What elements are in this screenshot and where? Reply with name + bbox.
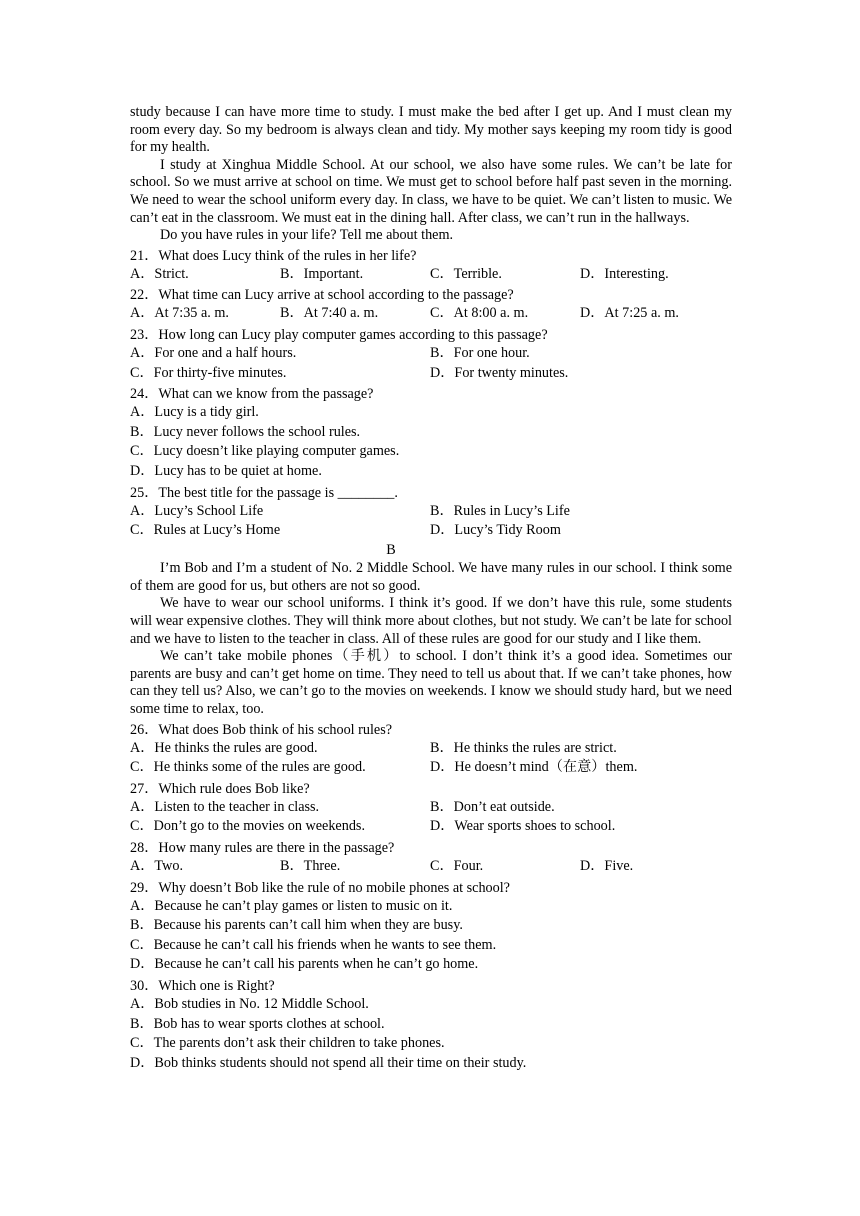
passage-a-tail (130, 104, 732, 245)
paragraph: We have to wear our school uniforms. I think it’s good. If we don’t have this rule, some students will wear expensive clothes. They will think more about clothes, but not study. We can’t be late for school and we have to listen to the teacher in class. All of these rules are good for our study and I like them. (130, 595, 732, 647)
options-row (130, 798, 732, 818)
option-b: B．At 7:40 a. m. (280, 305, 379, 322)
question-27: 27．Which rule does Bob like? (130, 780, 310, 797)
question-24: 24．What can we know from the passage? (130, 386, 374, 403)
option-c: C．Rules at Lucy’s Home (130, 522, 281, 539)
option-b: B．Rules in Lucy’s Life (430, 502, 570, 519)
option-b: B．Bob has to wear sports clothes at school. (130, 1015, 385, 1032)
option-b: B．Three. (280, 858, 341, 874)
question-25: 25．The best title for the passage is ________. (130, 484, 398, 501)
option-c: C．Don’t go to the movies on weekends. (130, 818, 365, 835)
question-26: 26．What does Bob think of his school rules? (130, 721, 393, 738)
options-row (130, 739, 732, 759)
passage-b (130, 560, 732, 718)
paragraph: I study at Xinghua Middle School. At our school, we also have some rules. We can’t be late for school. So we must arrive at school on time. We must get to school before half past seven in the morning. We need to wear the school uniform every day. In class, we have to be quiet. We can’t listen to music. We can’t eat in the classroom. We must eat in the dining hall. After class, we can’t run in the hallways. (130, 156, 732, 226)
question-23: 23．How long can Lucy play computer games according to this passage? (130, 326, 548, 343)
option-b: B．For one hour. (430, 344, 530, 361)
option-d: D．Five. (580, 858, 634, 874)
option-b: B．Important. (280, 265, 364, 282)
paragraph: We can’t take mobile phones（手机）to school. I don’t think it’s a good idea. Sometimes our parents are busy and can’t get home on time. They need to tell us about that. If we can’t take phones, how can they tell us? Also, we can’t go to the movies on weekends. I know we should study hard, but we need some time to relax, too. (130, 648, 732, 718)
option-a: A．Two. (130, 858, 183, 874)
option-a: A．Strict. (130, 265, 189, 282)
option-d: D．Lucy’s Tidy Room (430, 522, 561, 539)
option-c: C．At 8:00 a. m. (430, 305, 529, 322)
options-row (130, 521, 732, 541)
option-d: D．For twenty minutes. (430, 364, 569, 381)
option-b: B．Lucy never follows the school rules. (130, 423, 361, 440)
option-c: C．For thirty-five minutes. (130, 364, 287, 381)
option-c: C．Because he can’t call his friends when he wants to see them. (130, 936, 497, 953)
options-row (130, 364, 732, 384)
question-30: 30．Which one is Right? (130, 977, 275, 994)
options-row (130, 502, 732, 522)
options-row (130, 817, 732, 837)
options-row (130, 265, 732, 285)
options-row (130, 758, 732, 778)
option-a: A．Listen to the teacher in class. (130, 798, 320, 815)
option-a: A．Lucy is a tidy girl. (130, 404, 259, 421)
paragraph: study because I can have more time to study. I must make the bed after I get up. And I must clean my room every day. So my bedroom is always clean and tidy. My mother says keeping my room tidy is good for my health. (130, 104, 732, 156)
option-b: B．Don’t eat outside. (430, 798, 555, 815)
question-21: 21．What does Lucy think of the rules in her life? (130, 247, 417, 264)
questions-a (130, 247, 732, 541)
paragraph: Do you have rules in your life? Tell me about them. (160, 227, 454, 244)
section-b-label: B (386, 541, 396, 558)
option-c: C．Four. (430, 858, 484, 874)
paragraph: I’m Bob and I’m a student of No. 2 Middle School. We have many rules in our school. I think some of them are good for us, but others are not so good. (130, 560, 732, 594)
option-d: D．Because he can’t call his parents when he can’t go home. (130, 956, 479, 973)
options-row (130, 857, 732, 877)
option-d: D．Bob thinks students should not spend all their time on their study. (130, 1054, 527, 1071)
option-c: C．The parents don’t ask their children to take phones. (130, 1035, 445, 1052)
option-d: D．He doesn’t mind（在意）them. (430, 759, 638, 776)
option-a: A．He thinks the rules are good. (130, 739, 318, 756)
options-row (130, 344, 732, 364)
questions-b (130, 721, 732, 1074)
option-d: D．Wear sports shoes to school. (430, 818, 616, 835)
option-a: A．Bob studies in No. 12 Middle School. (130, 995, 369, 1012)
option-c: C．Terrible. (430, 265, 502, 282)
question-28: 28．How many rules are there in the passage? (130, 840, 395, 856)
option-a: A．Because he can’t play games or listen to music on it. (130, 897, 453, 914)
option-b: B．He thinks the rules are strict. (430, 739, 617, 756)
option-c: C．He thinks some of the rules are good. (130, 759, 366, 776)
option-c: C．Lucy doesn’t like playing computer games. (130, 443, 400, 460)
option-a: A．At 7:35 a. m. (130, 305, 229, 322)
exam-page (130, 104, 732, 1073)
options-row (130, 304, 732, 324)
question-22: 22．What time can Lucy arrive at school according to the passage? (130, 287, 514, 304)
option-b: B．Because his parents can’t call him when they are busy. (130, 917, 463, 934)
option-d: D．At 7:25 a. m. (580, 305, 679, 322)
option-a: A．Lucy’s School Life (130, 502, 264, 519)
option-d: D．Interesting. (580, 265, 669, 282)
option-a: A．For one and a half hours. (130, 344, 297, 361)
option-d: D．Lucy has to be quiet at home. (130, 462, 322, 479)
question-29: 29．Why doesn’t Bob like the rule of no mobile phones at school? (130, 879, 510, 896)
